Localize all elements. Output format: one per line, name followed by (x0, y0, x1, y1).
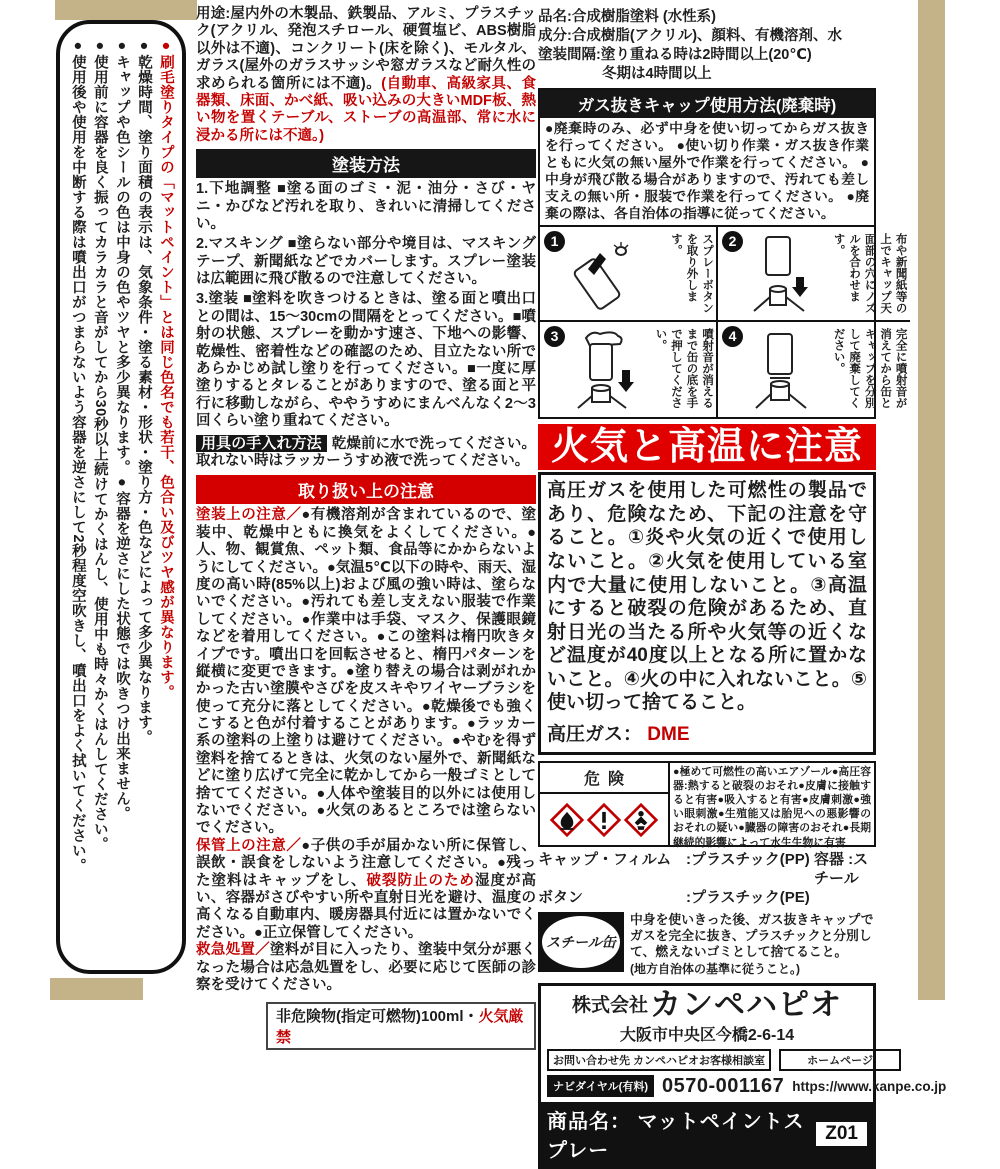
propellant-value: DME (647, 723, 690, 745)
remove-button-illustration (566, 231, 652, 317)
storage-caution-text-2: 湿度が高い、容器がさびやすい所や直射日光を避け、温度の高くなる自動車内、暖房器具付近には置かないでください。●正立保管してください。 (196, 872, 536, 941)
contact-label-box: お問い合わせ先 カンペハピオお客様相談室 (547, 1049, 771, 1071)
paint-method-header: 塗装方法 (196, 149, 536, 178)
note-dry-time: ●乾燥時間、塗り面積の表示は、気象条件・塗る素材・形状・塗り方・色などによって多少異なります。 (135, 38, 152, 745)
usage-text: 用途:屋内外の木製品、鉄製品、アルミ、プラスチック(アクリル、発泡スチロール、硬質塩ビ、ABS樹脂以外は不適)、コンクリート(床を除く)、モルタル、ガラス(屋外のガラスサッシや窓ガラスなど耐久性の求められる箇所には不適)。 (196, 6, 536, 92)
storage-caution-label: 保管上の注意／ (196, 837, 302, 854)
ghs-flame-icon (549, 802, 585, 838)
steel-can-recycle-icon (538, 912, 624, 972)
product-name-line: 品名:合成樹脂塗料 (水性系) (538, 9, 717, 25)
align-nozzle-illustration (744, 231, 830, 317)
recoat-interval-line: 塗装間隔:塗り重ねる時は2時間以上(20℃) (538, 46, 812, 63)
product-code: Z01 (816, 1122, 867, 1146)
step-4-badge: 4 (722, 326, 743, 347)
gas-step-panel-1 (540, 227, 718, 322)
tool-care-text: 乾燥前に水で洗ってください。取れない時はラッカーうすめ液で洗ってください。 (196, 435, 536, 469)
first-aid-label: 救急処置／ (196, 942, 270, 959)
button-value: :プラスチック(PE) (686, 888, 810, 906)
gas-step-2-text: 布や新聞紙等の上でキャップ天面部の穴にノズルを合わせます。 (832, 233, 907, 314)
paint-method-steps (196, 181, 536, 430)
homepage-url: https://www.kanpe.co.jp (792, 1078, 947, 1094)
product-name-bar (541, 1102, 873, 1166)
can-background-strip-bottom-left (50, 978, 143, 1000)
product-info (538, 8, 876, 83)
step-2-badge: 2 (722, 231, 743, 252)
materials-line-1 (538, 851, 876, 889)
no-fire-text: 火気厳禁 (276, 1008, 524, 1047)
ghs-pictograms (540, 794, 668, 845)
manufacturer-box (538, 983, 947, 1169)
vertical-notes (65, 38, 177, 956)
storage-caution-text-1: ●子供の手が届かない所に保管し、誤飲・誤食をしないよう注意してください。●残った塗料はキャップをし、 (196, 837, 537, 889)
company-name (541, 986, 873, 1020)
middle-column (196, 6, 536, 1050)
cap-film-label: キャップ・フィルム (538, 851, 672, 869)
note-shake-before-use: ●使用前に容器を良く振ってカラカラと音がしてから30秒以上続けてかくはんし、使用中も時々かくはんしてください。 (91, 38, 108, 852)
note-after-use: ●使用後や使用を中断する際は噴出口がつまらないよう容器を逆さにして2秒程度空吹きし、噴出口をよく拭いてください。 (69, 38, 86, 874)
button-label: ボタン (538, 888, 584, 906)
ghs-health-hazard-icon (623, 802, 659, 838)
fire-warning-text: 高圧ガスを使用した可燃性の製品であり、危険なため、下記の注意を守ること。①炎や火気の近くで使用しないこと。②火気を使用している室内で大量に使用しないこと。③高温にすると破裂の危険があるため、直射日光の当たる所や火気等の近くなど温度が40度以上となる所に置かないこと。④火の中に入れないこと。⑤使い切って捨てること。 (547, 480, 867, 714)
note-cap-color: ●キャップや色シールの色は中身の色やツヤと多少異なります。●容器を逆さにした状態では吹きつけ出来ません。 (113, 38, 130, 821)
danger-signal-word: 危険 (540, 763, 668, 794)
step-1-badge: 1 (544, 231, 565, 252)
steel-can-text-block (624, 912, 876, 977)
contact-row-1 (547, 1049, 873, 1071)
fire-heat-warning-banner: 火気と高温に注意 (538, 424, 876, 470)
note-matte-paint-color: ●刷毛塗りタイプの「マットペイント」とは同じ色名でも若干、色合い及びツヤ感が異なります。 (158, 38, 174, 700)
gas-step-1-text: スプレーボタンを取り外します。 (670, 233, 714, 314)
ghs-danger-section (538, 761, 876, 847)
step-3-badge: 3 (544, 326, 565, 347)
first-aid (196, 942, 536, 994)
general-notes-bubble (56, 20, 186, 974)
handling-caution-header: 取り扱い上の注意 (196, 475, 536, 504)
tool-care-label: 用具の手入れ方法 (196, 435, 327, 452)
painting-caution-text: ●有機溶剤が含まれているので、塗装中、乾燥中ともに換気をよくしてください。●人、物、観賞魚、ペット類、食品等にかからないようにしてください。●気温5℃以下の時や、雨天、湿度の高い時(85%以上)および風の強い時は、塗らないでください。●汚れても差し支えない服装で作業してください。●作業中は手袋、マスク、保護眼鏡などを着用してください。●この塗料は楕円吹きタイプです。噴出口を回転させると、楕円パターンを縦横に変更できます。●塗り替えの場合は剥がれかかった古い塗膜やさびを皮スキやワイヤーブラシを使って充分に落としてください。●乾燥後でも強くこすると色が付着することがあります。●ラッカー系の塗料の上塗りは避けてください。●やむを得ず塗料を捨てるときは、火気のない屋外で、新聞紙などに塗り広げて完全に乾かしてから一般ゴミとして捨ててください。●人体や塗装目的以外には使用しないでください。●火気のあるところでは塗らないでください。 (196, 507, 537, 837)
painting-caution-label: 塗装上の注意／ (196, 507, 302, 524)
first-aid-text: 塗料が目に入ったり、塗装中気分が悪くなった場合は応急処置をし、必要に応じて医師の診察を受けてください。 (196, 942, 537, 993)
materials-section (538, 851, 876, 907)
company-prefix: 株式会社 (571, 994, 648, 1016)
non-hazardous-text: 非危険物(指定可燃物)100ml・ (276, 1008, 479, 1026)
gas-cap-instructions: ●廃棄時のみ、必ず中身を使い切ってからガス抜きを行ってください。 ●使い切り作業・ガス抜き作業ともに火気の無い屋外で作業を行ってください。 ●中身が飛び散る場合がありますので、汚れても差し支えの無い所・服装で作業を行ってください。 ●廃棄の際は、各自治体の指導に従ってください。 (540, 118, 874, 227)
contact-row-2 (547, 1074, 947, 1098)
paint-step-3: 3.塗装 ■塗料を吹きつけるときは、塗る面と噴出口との間は、15〜30cmの間隔をとってください。■噴射の状態、スプレーを動かす速さ、下地への影響、乾燥性、密着性などの確認のため、目立たない所であらかじめ試し塗りを行ってください。■一度に厚塗りするとタレることがありますので、塗る面と平行に移動しながら、ややうすめにまんべんなく2〜3回くらい塗り重ねてください。 (196, 291, 536, 430)
painting-caution (196, 507, 536, 837)
phone-number: 0570-001167 (662, 1074, 785, 1097)
steel-can-disposal-text: 中身を使いきった後、ガス抜きキャップでガスを完全に抜き、プラスチックと分別して、燃えないゴミとして捨てること。 (630, 911, 874, 959)
non-hazardous-box (266, 1002, 536, 1050)
gas-step-3-text: 噴射音が消えるまで缶の底を手で押してください。 (654, 328, 714, 409)
separate-and-discard-illustration (744, 326, 830, 412)
product-name-label: 商品名： マットペイントスプレー (547, 1110, 805, 1162)
gas-step-panel-2 (718, 227, 910, 322)
container-material: 容器 :スチール (814, 851, 869, 888)
storage-caution-red: 破裂防止のため (366, 872, 475, 889)
right-column (538, 8, 947, 1169)
winter-interval-line: 冬期は4時間以上 (602, 65, 712, 82)
tool-care-row (196, 435, 536, 471)
materials-line-2 (538, 889, 876, 908)
fire-warning-box (538, 472, 876, 755)
steel-can-note: (地方自治体の基準に従うこと。) (630, 961, 800, 976)
usage-paragraph (196, 6, 536, 145)
navi-dial-label-box: ナビダイヤル(有料) (547, 1075, 654, 1097)
gas-step-4-text: 完全に噴射音が消えてから缶とキャップを分別して廃棄してください。 (832, 328, 907, 409)
usage-warning-text: (自動車、高級家具、食器類、床面、かべ紙、吸い込みの大きいMDF板、熱い物を置くテーブル、ストーブの高温部、常に水に浸かる所には不適。) (196, 75, 537, 144)
ghs-hazard-statements: ●極めて可燃性の高いエアゾール●高圧容器:熱すると破裂のおそれ●皮膚に接触すると有害●吸入すると有害●皮膚刺激●強い眼刺激●生殖能又は胎児への悪影響のおそれの疑い●臓器の障害のおそれ●長期継続的影響によって水生生物に有害 (673, 766, 871, 849)
propellant-line (547, 723, 867, 747)
gas-cap-diagram (540, 227, 907, 417)
gas-release-cap-section (538, 88, 907, 419)
paint-step-1: 1.下地調整 ■塗る面のゴミ・泥・油分・さび・ヤニ・かびなど汚れを取り、きれいに清掃してください。 (196, 181, 536, 232)
company-address: 大阪市中央区今橋2-6-14 (619, 1026, 795, 1044)
ingredients-line: 成分:合成樹脂(アクリル)、顔料、有機溶剤、水 (538, 27, 843, 44)
paint-step-2: 2.マスキング ■塗らない部分や境目は、マスキングテープ、新聞紙などでカバーします。スプレー塗装は広範囲に飛び散るので注意してください。 (196, 236, 536, 288)
steel-can-mark-text: スチール缶 (542, 916, 620, 968)
ghs-exclamation-icon (586, 802, 622, 838)
storage-caution (196, 838, 536, 942)
propellant-label: 高圧ガス： (547, 723, 643, 745)
company-main-name: カンペハピオ (650, 986, 842, 1022)
gas-cap-header: ガス抜きキャップ使用方法(廃棄時) (540, 90, 874, 118)
ghs-left-cell (540, 763, 670, 845)
gas-step-panel-3 (540, 322, 718, 417)
can-background-strip-top-left (55, 0, 197, 20)
steel-can-recycle-section (538, 912, 876, 977)
press-can-hand-illustration (566, 326, 652, 412)
gas-step-panel-4 (718, 322, 910, 417)
can-background-strip-right (918, 0, 945, 1000)
homepage-label-box: ホームページ (779, 1049, 901, 1071)
cap-film-value: :プラスチック(PP) (686, 851, 810, 869)
